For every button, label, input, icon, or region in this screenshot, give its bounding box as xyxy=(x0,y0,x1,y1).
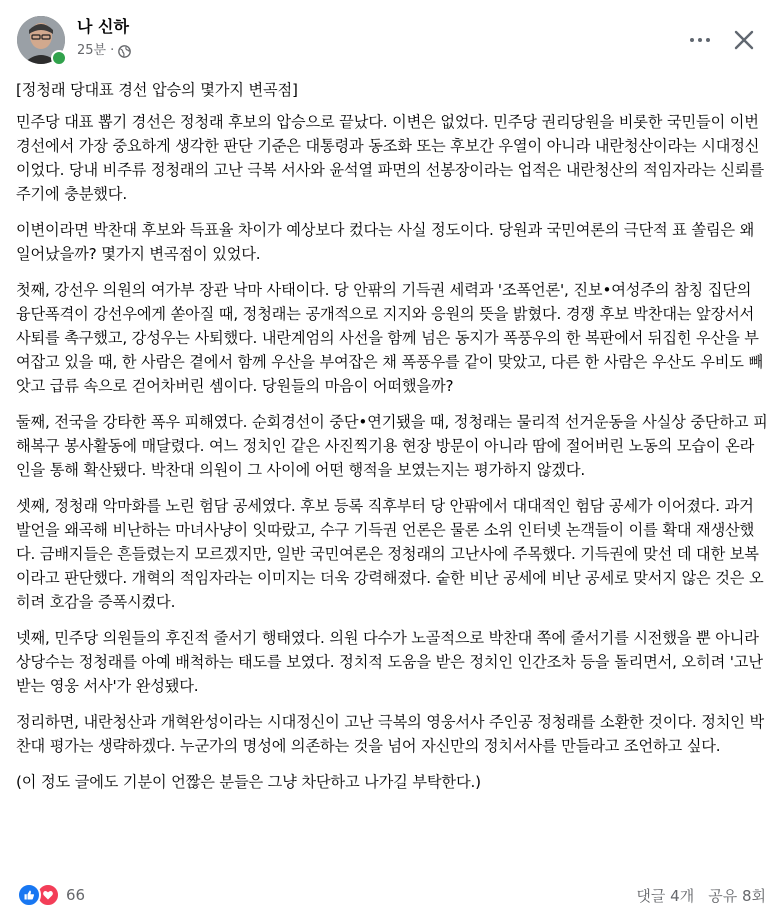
like-icon xyxy=(17,883,41,907)
separator-dot: · xyxy=(110,43,115,58)
reactions-summary[interactable] xyxy=(17,884,85,906)
post-time[interactable]: 25분 xyxy=(77,43,107,58)
author-name[interactable]: 나 신하 xyxy=(77,17,129,36)
post-meta xyxy=(77,42,131,60)
dot-icon xyxy=(706,38,710,42)
paragraph: 정리하면, 내란청산과 개혁완성이라는 시대정신이 고난 극복의 영웅서사 주인공 정청래를 소환한 것이다. 정치인 박찬대 평가는 생략하겠다. 누군가의 명성에 의존하는 것을 넘어 자신만의 정치서사를 만들라고 조언하고 싶다. xyxy=(16,713,764,755)
dot-icon xyxy=(690,38,694,42)
post-body xyxy=(16,78,768,806)
close-button[interactable] xyxy=(730,26,758,54)
reaction-count[interactable]: 66 xyxy=(66,886,86,904)
globe-icon[interactable] xyxy=(118,45,131,58)
paragraph: 넷째, 민주당 의원들의 후진적 줄서기 행태였다. 의원 다수가 노골적으로 박찬대 쪽에 줄서기를 시전했을 뿐 아니라 상당수는 정청래를 아예 배척하는 태도를 보였다. 정치적 도움을 받은 정치인 인간조차 등을 돌리면서, 오히려 '고난 받는 영웅 서사'가 완성됐다. xyxy=(16,629,763,695)
comments-count[interactable]: 댓글 4개 xyxy=(636,887,695,905)
paragraph: (이 정도 글에도 기분이 언짢은 분들은 그냥 차단하고 나가길 부탁한다.) xyxy=(16,773,481,791)
paragraph: 셋째, 정청래 악마화를 노린 험담 공세였다. 후보 등록 직후부터 당 안팎에서 대대적인 험담 공세가 이어졌다. 과거 발언을 왜곡해 비난하는 마녀사냥이 잇따랐고, 수구 기득권 언론은 물론 소위 인터넷 논객들이 이를 확대 재생산했다. 금배지들은 흔들렸는지 모르겠지만, 일반 국민여론은 정청래의 고난사에 주목했다. 기득권에 맞선 데 대한 보복이라고 판단했다. 개혁의 적임자라는 이미지는 더욱 강력해졌다. 숱한 비난 공세에 비난 공세로 맞서지 않은 것은 오히려 호감을 증폭시켰다. xyxy=(16,497,764,611)
post-footer xyxy=(0,876,782,912)
online-status-dot xyxy=(51,50,67,66)
dot-icon xyxy=(698,38,702,42)
post-title: [정청래 당대표 경선 압승의 몇가지 변곡점] xyxy=(16,81,298,99)
engagement-stats xyxy=(636,885,766,906)
paragraph: 이변이라면 박찬대 후보와 득표율 차이가 예상보다 컸다는 사실 정도이다. 당원과 국민여론의 극단적 표 쏠림은 왜 일어났을까? 몇가지 변곡점이 있었다. xyxy=(16,221,755,263)
close-icon xyxy=(730,26,758,54)
shares-count[interactable]: 공유 8회 xyxy=(708,887,766,905)
post-header xyxy=(0,0,782,76)
more-options-button[interactable] xyxy=(686,26,714,54)
paragraph: 민주당 대표 뽑기 경선은 정청래 후보의 압승으로 끝났다. 이변은 없었다. 민주당 권리당원을 비롯한 국민들이 이번 경선에서 가장 중요하게 생각한 판단 기준은 대통령과 동조화 또는 후보간 우열이 아니라 내란청산이라는 시대정신이었다. 당내 비주류 정청래의 고난 극복 서사와 윤석열 파면의 선봉장이라는 업적은 내란청산의 적임자라는 신뢰를 주기에 충분했다. xyxy=(16,113,764,203)
paragraph: 첫째, 강선우 의원의 여가부 장관 낙마 사태이다. 당 안팎의 기득권 세력과 '조폭언론', 진보•여성주의 참칭 집단의 융단폭격이 강선우에게 쏟아질 때, 정청래는 공개적으로 지지와 응원의 뜻을 밝혔다. 경쟁 후보 박찬대는 앞장서서 사퇴를 촉구했고, 강성우는 사퇴했다. 내란계엄의 사선을 함께 넘은 동지가 폭풍우의 한 복판에서 뒤집힌 우산을 부여잡고 있을 때, 한 사람은 곁에서 함께 우산을 부여잡은 채 폭풍우를 같이 맞았고, 다른 한 사람은 우산도 우비도 빼앗고 급류 속으로 걷어차버린 셈이다. 당원들의 마음이 어떠했을까? xyxy=(16,281,764,395)
paragraph: 둘째, 전국을 강타한 폭우 피해였다. 순회경선이 중단•연기됐을 때, 정청래는 물리적 선거운동을 사실상 중단하고 피해복구 봉사활동에 매달렸다. 여느 정치인 같은 사진찍기용 현장 방문이 아니라 땀에 절어버린 노동의 모습이 온라인을 통해 확산됐다. 박찬대 의원이 그 사이에 어떤 행적을 보였는지는 평가하지 않겠다. xyxy=(16,413,768,479)
